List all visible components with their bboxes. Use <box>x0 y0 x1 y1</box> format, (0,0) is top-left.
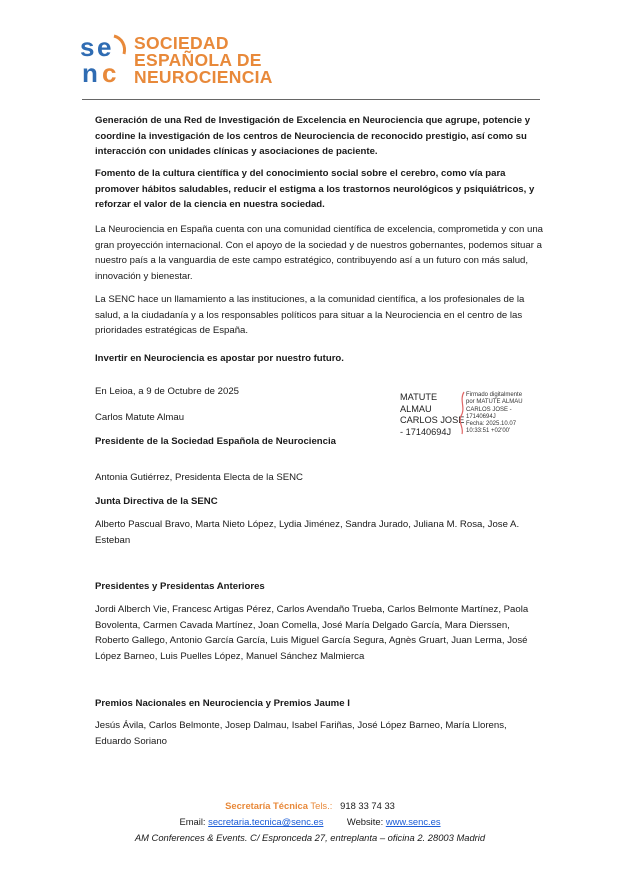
website-link[interactable]: www.senc.es <box>385 816 441 827</box>
digital-name-line: ALMAU <box>400 403 432 414</box>
paragraph-research-network: Generación de una Red de Investigación de Excelencia en Neurociencia que agrupe, potencie y coordine la investigación de los centros de Neurociencia de reconocido prestigio, así como su interacción con unidades clínicas y asociaciones de paciente. <box>95 115 531 158</box>
senc-logo <box>80 32 273 88</box>
place-date: En Leioa, a 9 de Octubre de 2025 <box>95 386 240 397</box>
paragraph-scientific-culture: Fomento de la cultura científica y del conocimiento social sobre el cerebro, como vía para promover hábitos saludables, reducir el estigma a los trastornos neurológicos y psiquiátricos, y reforzar el valor de la ciencia en nuestra sociedad. <box>95 168 535 211</box>
digital-signature <box>400 390 550 440</box>
logo-line-1: SOCIEDAD <box>134 33 229 53</box>
digital-name-line: - 17140694J <box>400 426 452 437</box>
digital-signature-name <box>400 392 464 438</box>
footer-address <box>0 832 620 844</box>
digital-detail-line: por MATUTE ALMAU <box>466 399 523 406</box>
digital-name-line: MATUTE <box>400 392 438 402</box>
secretariat-label: Secretaría Técnica <box>225 800 308 811</box>
awards-heading: Premios Nacionales en Neurociencia y Premios Jaume I <box>95 698 350 709</box>
header-divider <box>82 99 540 100</box>
paragraph-call-to-action: La SENC hace un llamamiento a las instituciones, a la comunidad científica, a los profesionales de la salud, a la ciudadanía y a los responsables políticos para situar a la Neurociencia en el centro de las prioridades estratégicas de España. <box>95 294 525 337</box>
signatory-name: Carlos Matute Almau <box>95 412 185 423</box>
digital-name-line: CARLOS JOSE <box>400 415 465 425</box>
logo-wordmark <box>134 35 273 86</box>
digital-detail-line: Fecha: 2025.10.07 <box>466 421 517 428</box>
board-heading: Junta Directiva de la SENC <box>95 496 218 507</box>
phone-number: 918 33 74 33 <box>340 800 395 811</box>
digital-signature-details <box>466 392 523 436</box>
paragraph-neuroscience-spain: La Neurociencia en España cuenta con una comunidad científica de excelencia, comprometida y con una gran proyección internacional. Con el apoyo de la sociedad y de nuestros gobernantes, podemos situar a nuestro país a la vanguardia de este campo estratégico, contribuyendo así a un futuro con más salud, innovación y bienestar. <box>95 224 543 282</box>
past-presidents-heading: Presidentes y Presidentas Anteriores <box>95 581 265 592</box>
footer-secretariat <box>0 800 620 812</box>
phone-label: Tels.: <box>310 800 333 811</box>
email-label: Email: <box>179 816 206 827</box>
president-elect: Antonia Gutiérrez, Presidenta Electa de la SENC <box>95 472 303 483</box>
svg-text:c: c <box>102 58 117 86</box>
address-company: AM Conferences & Events. <box>134 832 248 843</box>
digital-detail-line: 17140694J <box>466 413 496 420</box>
awards-names: Jesús Ávila, Carlos Belmonte, Josep Dalmau, Isabel Fariñas, José López Barneo, María Llorens, Eduardo Soriano <box>95 720 507 747</box>
logo-line-2: ESPAÑOLA DE <box>134 50 262 70</box>
footer-contact <box>0 816 620 828</box>
digital-detail-line: CARLOS JOSE - <box>466 406 512 413</box>
digital-detail-line: 10:33:51 +02'00' <box>466 428 511 435</box>
past-presidents-list: Jordi Alberch Vie, Francesc Artigas Pérez, Carlos Avendaño Trueba, Carlos Belmonte Martínez, Paola Bovolenta, Carmen Cavada Martínez, Joan Comella, José María Delgado García, Mara Dierssen, Roberto Gallego, Antonio García García, Luis Miguel García Segura, Agnès Gruart, Juan Lerma, José López Barneo, Luis Puelles López, Manuel Sánchez Malmierca <box>95 604 529 662</box>
website-label: Website: <box>346 816 384 827</box>
signatory-role: Presidente de la Sociedad Española de Neurociencia <box>95 436 336 447</box>
digital-detail-line: Firmado digitalmente <box>466 392 523 398</box>
svg-text:s: s <box>80 32 95 62</box>
board-members: Alberto Pascual Bravo, Marta Nieto López, Lydia Jiménez, Sandra Jurado, Juliana M. Rosa, Jose A. Esteban <box>95 519 520 546</box>
address-text: C/ Espronceda 27, entreplanta – oficina 2. 28003 Madrid <box>250 832 486 843</box>
logo-line-3: NEUROCIENCIA <box>134 67 273 87</box>
email-link[interactable]: secretaria.tecnica@senc.es <box>208 816 324 827</box>
svg-text:e: e <box>97 32 112 62</box>
paragraph-closing-statement: Invertir en Neurociencia es apostar por nuestro futuro. <box>95 353 344 364</box>
svg-text:n: n <box>82 58 98 86</box>
senc-logo-mark <box>80 32 132 86</box>
